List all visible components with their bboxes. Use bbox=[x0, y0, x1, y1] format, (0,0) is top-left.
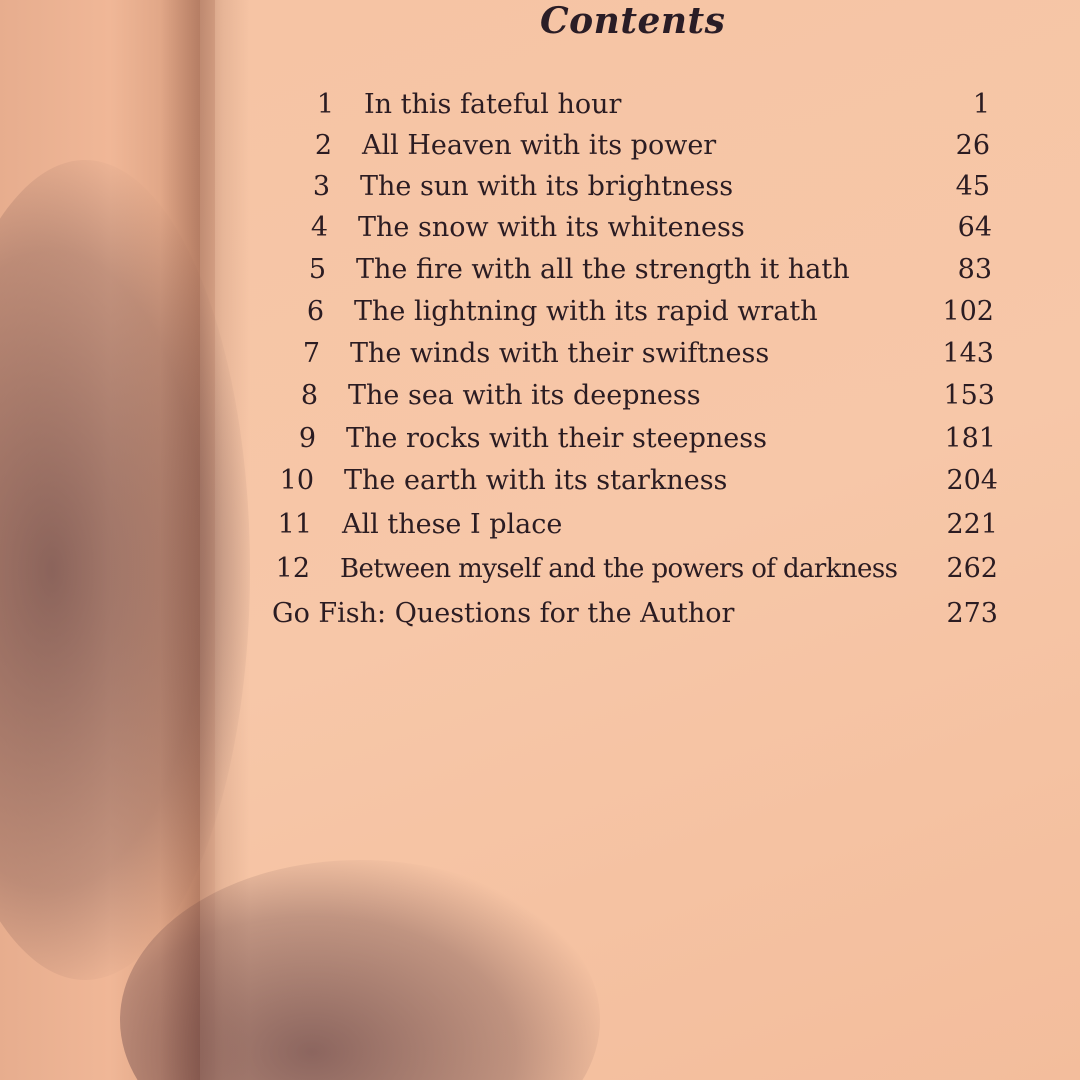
chapter-number: 12 bbox=[275, 553, 310, 584]
chapter-title: The sea with its deepness bbox=[348, 380, 701, 411]
chapter-number: 11 bbox=[277, 509, 312, 540]
toc-entry bbox=[256, 508, 998, 542]
chapter-number: 8 bbox=[300, 380, 318, 411]
chapter-title: In this fateful hour bbox=[364, 89, 622, 120]
toc-entry bbox=[264, 337, 994, 371]
page-number: 273 bbox=[946, 598, 998, 629]
chapter-number: 6 bbox=[306, 296, 324, 327]
page-number: 83 bbox=[957, 254, 992, 285]
page-number: 153 bbox=[943, 380, 995, 411]
chapter-number: 5 bbox=[308, 254, 326, 285]
page-number: 45 bbox=[955, 171, 990, 202]
chapter-number: 3 bbox=[312, 171, 330, 202]
contents-heading: Contents bbox=[540, 0, 726, 42]
toc-entry bbox=[272, 211, 992, 245]
chapter-title: The winds with their swiftness bbox=[350, 338, 770, 369]
page-number: 1 bbox=[972, 89, 990, 120]
chapter-title: The snow with its whiteness bbox=[358, 212, 745, 243]
toc-entry bbox=[268, 295, 994, 329]
chapter-number: 2 bbox=[314, 130, 332, 161]
chapter-number: 7 bbox=[302, 338, 320, 369]
chapter-title: The earth with its starkness bbox=[344, 465, 728, 496]
toc-entry bbox=[260, 422, 996, 456]
chapter-number: 9 bbox=[298, 423, 316, 454]
chapter-title: All Heaven with its power bbox=[362, 130, 717, 161]
toc-entry bbox=[274, 170, 990, 204]
chapter-title: The sun with its brightness bbox=[360, 171, 734, 202]
chapter-number: 4 bbox=[310, 212, 328, 243]
chapter-title: The lightning with its rapid wrath bbox=[354, 296, 818, 327]
back-matter-title: Go Fish: Questions for the Author bbox=[272, 598, 735, 629]
toc-entry bbox=[262, 379, 995, 413]
page-number: 64 bbox=[957, 212, 992, 243]
page-number: 181 bbox=[944, 423, 996, 454]
page-number: 221 bbox=[946, 509, 998, 540]
page-number: 26 bbox=[955, 130, 990, 161]
toc-entry bbox=[272, 597, 998, 631]
chapter-number: 1 bbox=[316, 89, 334, 120]
page-number: 143 bbox=[942, 338, 994, 369]
chapter-title: The fire with all the strength it hath bbox=[356, 254, 850, 285]
page-number: 262 bbox=[946, 553, 998, 584]
toc-entry bbox=[276, 129, 990, 163]
page-number: 102 bbox=[942, 296, 994, 327]
toc-entry bbox=[278, 88, 990, 122]
page-number: 204 bbox=[946, 465, 998, 496]
chapter-title: The rocks with their steepness bbox=[346, 423, 767, 454]
toc-entry bbox=[258, 464, 998, 498]
chapter-title: Between myself and the powers of darkness bbox=[340, 554, 898, 584]
toc-entry bbox=[270, 253, 992, 287]
chapter-title: All these I place bbox=[342, 509, 563, 540]
chapter-number: 10 bbox=[279, 465, 314, 496]
toc-entry bbox=[254, 552, 998, 586]
